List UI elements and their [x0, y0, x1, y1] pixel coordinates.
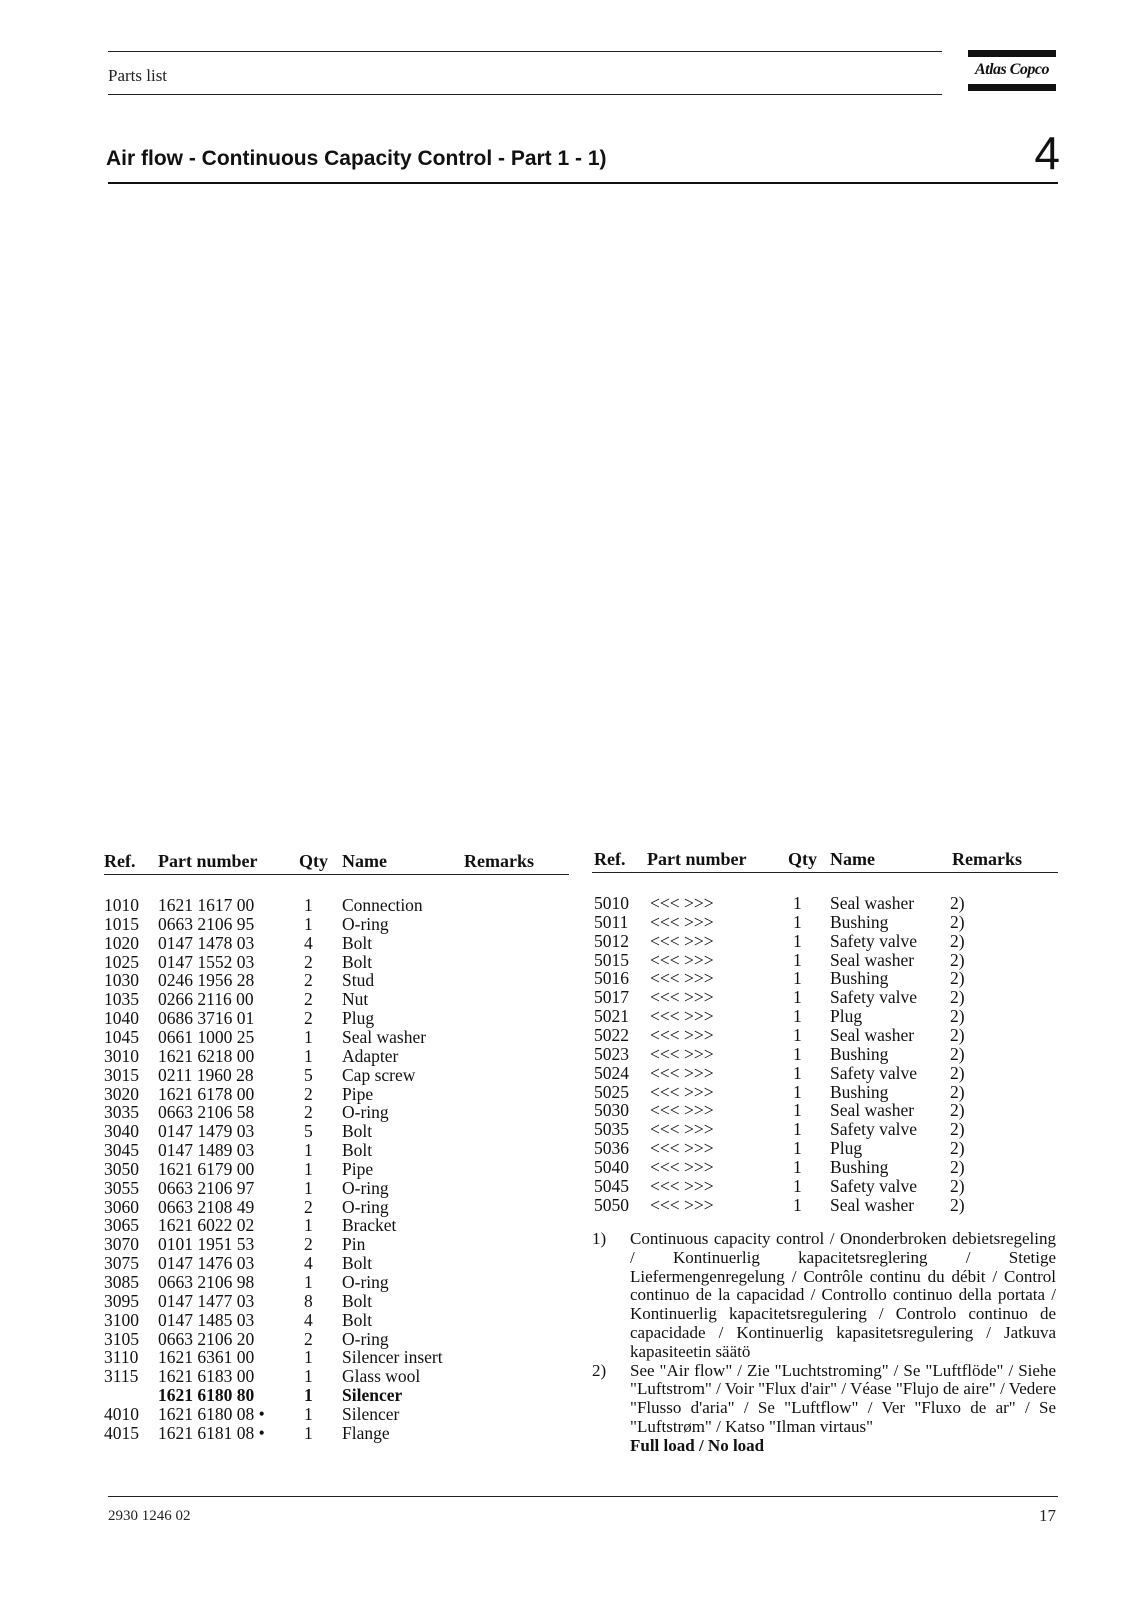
table-row: [104, 1065, 569, 1084]
cell-qty: 2: [304, 1102, 313, 1123]
table-row: [592, 1082, 1058, 1101]
cell-ref: 5017: [594, 987, 629, 1008]
cell-ref: 3015: [104, 1064, 139, 1085]
footnote-2-text: See "Air flow" / Zie "Luchtstroming" / Se "Luftflöde" / Siehe "Luftstrom" / Voir "Flux d'air" / Véase "Flujo de aire" / Vedere "Flusso d'aria" / Se "Luftflow" / Ver "Fluxo de ar" / Se "Luftstrøm" / Katso "Ilman virtaus": [630, 1360, 1056, 1436]
cell-qty: 1: [793, 1100, 802, 1121]
cell-qty: 2: [304, 1328, 313, 1349]
cell-name: Bolt: [342, 1309, 373, 1330]
cell-remarks: 2): [950, 1138, 965, 1159]
cell-part: <<< >>>: [650, 949, 714, 970]
cell-qty: 1: [793, 1006, 802, 1027]
table-row: [104, 895, 569, 914]
table-row: [104, 1253, 569, 1272]
cell-qty: 2: [304, 1234, 313, 1255]
table-row: [104, 1178, 569, 1197]
logo-bottom-bar: [968, 84, 1056, 91]
cell-qty: 1: [793, 949, 802, 970]
cell-part: <<< >>>: [650, 1119, 714, 1140]
cell-ref: 3085: [104, 1272, 139, 1292]
cell-ref: 4015: [104, 1422, 139, 1443]
table-row: [104, 1159, 569, 1178]
column-header-remarks: Remarks: [464, 851, 534, 871]
cell-qty: 1: [304, 1422, 313, 1443]
cell-name: Nut: [342, 989, 369, 1010]
cell-ref: 1015: [104, 913, 139, 934]
cell-ref: 3065: [104, 1215, 139, 1236]
table-row: [104, 1102, 569, 1121]
cell-ref: 1010: [104, 895, 139, 915]
cell-part: <<< >>>: [650, 1138, 714, 1159]
footnote-1: [592, 1230, 1056, 1362]
footnote-2-emphasis: Full load / No load: [630, 1435, 765, 1455]
cell-name: O-ring: [342, 913, 389, 934]
cell-remarks: 2): [950, 930, 965, 951]
table-row: [592, 950, 1058, 969]
cell-part: 0147 1479 03: [158, 1121, 255, 1142]
table-row: [104, 1310, 569, 1329]
chapter-number: 4: [1034, 127, 1060, 179]
cell-remarks: 2): [950, 1062, 965, 1083]
cell-ref: 3060: [104, 1196, 139, 1217]
table-row: [592, 1063, 1058, 1082]
cell-name: O-ring: [342, 1196, 389, 1217]
cell-name: Adapter: [342, 1045, 399, 1066]
cell-ref: 1045: [104, 1026, 139, 1047]
cell-qty: 2: [304, 989, 313, 1010]
cell-name: Safety valve: [830, 1119, 917, 1140]
document-number: 2930 1246 02: [108, 1508, 191, 1524]
cell-part: <<< >>>: [650, 1043, 714, 1064]
cell-part: 0101 1951 53: [158, 1234, 255, 1255]
cell-part: 1621 6180 80: [158, 1385, 255, 1406]
cell-ref: 3075: [104, 1253, 139, 1274]
cell-ref: 3010: [104, 1045, 139, 1066]
cell-part: 0663 2108 49: [158, 1196, 255, 1217]
cell-ref: 3100: [104, 1309, 139, 1330]
cell-remarks: 2): [950, 911, 965, 932]
cell-name: O-ring: [342, 1328, 389, 1349]
cell-part: 1621 6022 02: [158, 1215, 255, 1236]
cell-qty: 1: [793, 1024, 802, 1045]
cell-qty: 1: [793, 930, 802, 951]
cell-name: Plug: [830, 1006, 863, 1027]
cell-ref: 1025: [104, 951, 139, 972]
cell-remarks: 2): [950, 1024, 965, 1045]
cell-remarks: 2): [950, 1175, 965, 1196]
cell-qty: 1: [304, 1272, 313, 1292]
table-row: [592, 1025, 1058, 1044]
table-row: [104, 1027, 569, 1046]
cell-name: Seal washer: [830, 893, 915, 913]
parts-table-left: [104, 851, 569, 1451]
table-row: [592, 1195, 1058, 1214]
table-row: [592, 1138, 1058, 1157]
cell-part: <<< >>>: [650, 1062, 714, 1083]
cell-remarks: 2): [950, 1119, 965, 1140]
column-header-remarks: Remarks: [952, 849, 1022, 869]
cell-name: Bushing: [830, 1043, 889, 1064]
cell-qty: 1: [304, 1385, 313, 1406]
cell-qty: 1: [793, 1194, 802, 1215]
logo-wordmark: Atlas Copco: [974, 61, 1050, 78]
cell-qty: 1: [793, 968, 802, 989]
cell-ref: 5040: [594, 1156, 629, 1177]
cell-qty: 2: [304, 970, 313, 991]
cell-name: Plug: [342, 1008, 375, 1029]
cell-name: Flange: [342, 1422, 390, 1443]
cell-qty: 1: [304, 1215, 313, 1236]
table-row: [104, 1272, 569, 1291]
column-header-qty: Qty: [788, 849, 817, 869]
cell-name: Plug: [830, 1138, 863, 1159]
cell-part: <<< >>>: [650, 1006, 714, 1027]
cell-part: 1621 6183 00: [158, 1366, 255, 1387]
cell-ref: 3045: [104, 1140, 139, 1161]
page-number: 17: [1039, 1506, 1056, 1525]
table-header-rule: [104, 874, 569, 875]
cell-ref: 1020: [104, 932, 139, 953]
cell-ref: 5022: [594, 1024, 629, 1045]
cell-part: <<< >>>: [650, 893, 714, 913]
cell-remarks: 2): [950, 1006, 965, 1027]
cell-ref: 3055: [104, 1177, 139, 1198]
cell-name: Seal washer: [830, 1194, 915, 1215]
header-top-rule: [108, 51, 942, 52]
cell-ref: 3020: [104, 1083, 139, 1104]
table-row: [104, 1197, 569, 1216]
cell-part: 0663 2106 95: [158, 913, 255, 934]
footnote-2-number: 2): [592, 1360, 607, 1380]
footnote-2: [592, 1362, 1056, 1437]
cell-ref: 5050: [594, 1194, 629, 1215]
table-row: [104, 1008, 569, 1027]
cell-part: <<< >>>: [650, 1194, 714, 1215]
cell-part: 0663 2106 98: [158, 1272, 255, 1292]
cell-part: <<< >>>: [650, 987, 714, 1008]
cell-qty: 1: [793, 1175, 802, 1196]
logo-top-bar: [968, 50, 1056, 57]
cell-ref: 3070: [104, 1234, 139, 1255]
cell-ref: 5045: [594, 1175, 629, 1196]
cell-part: 1621 6179 00: [158, 1158, 255, 1179]
cell-qty: 1: [304, 1158, 313, 1179]
cell-ref: 5030: [594, 1100, 629, 1121]
table-row: [104, 1291, 569, 1310]
cell-part: 1621 1617 00: [158, 895, 255, 915]
cell-part: <<< >>>: [650, 968, 714, 989]
cell-name: Bolt: [342, 1290, 373, 1311]
cell-ref: 4010: [104, 1403, 139, 1424]
table-row: [592, 893, 1058, 912]
table-row: [104, 952, 569, 971]
cell-part: 0147 1476 03: [158, 1253, 255, 1274]
cell-part: 1621 6361 00: [158, 1347, 255, 1368]
cell-part: 0266 2116 00: [158, 989, 254, 1010]
cell-name: Seal washer: [342, 1026, 427, 1047]
cell-part: 0663 2106 58: [158, 1102, 255, 1123]
cell-name: Bushing: [830, 968, 889, 989]
page-title: Air flow - Continuous Capacity Control - Part 1 - 1): [106, 147, 607, 170]
cell-qty: 1: [793, 987, 802, 1008]
cell-name: Bolt: [342, 1253, 373, 1274]
footnote-1-number: 1): [592, 1229, 607, 1248]
cell-qty: 1: [793, 1156, 802, 1177]
cell-ref: 5016: [594, 968, 629, 989]
cell-ref: 3115: [104, 1366, 139, 1387]
cell-name: Bolt: [342, 1121, 373, 1142]
header-bottom-rule: [108, 94, 942, 95]
cell-qty: 2: [304, 951, 313, 972]
table-row: [592, 1006, 1058, 1025]
cell-ref: 5025: [594, 1081, 629, 1102]
cell-name: Bolt: [342, 932, 373, 953]
column-header-qty: Qty: [299, 851, 328, 871]
cell-part: <<< >>>: [650, 911, 714, 932]
cell-ref: 3095: [104, 1290, 139, 1311]
cell-ref: 5010: [594, 893, 629, 913]
cell-name: Cap screw: [342, 1064, 416, 1085]
cell-name: Silencer: [342, 1385, 403, 1406]
footnotes: [592, 1230, 1056, 1456]
cell-remarks: 2): [950, 1100, 965, 1121]
cell-name: Seal washer: [830, 1100, 915, 1121]
cell-ref: 5015: [594, 949, 629, 970]
atlas-copco-logo: [968, 50, 1056, 92]
cell-part: <<< >>>: [650, 1024, 714, 1045]
cell-name: Bushing: [830, 1156, 889, 1177]
table-header: [104, 851, 569, 870]
cell-qty: 2: [304, 1196, 313, 1217]
table-row: [592, 968, 1058, 987]
cell-part: 0663 2106 20: [158, 1328, 255, 1349]
cell-name: O-ring: [342, 1272, 389, 1292]
cell-part: 0147 1478 03: [158, 932, 255, 953]
cell-name: Bracket: [342, 1215, 397, 1236]
cell-ref: 5036: [594, 1138, 629, 1159]
cell-ref: 3040: [104, 1121, 139, 1142]
table-row: [592, 987, 1058, 1006]
cell-name: Safety valve: [830, 930, 917, 951]
cell-qty: 1: [304, 1347, 313, 1368]
cell-name: O-ring: [342, 1102, 389, 1123]
cell-name: Pin: [342, 1234, 366, 1255]
cell-qty: 2: [304, 1008, 313, 1029]
column-header-part-number: Part number: [647, 849, 747, 869]
column-header-ref: Ref.: [594, 849, 626, 869]
cell-qty: 1: [793, 1138, 802, 1159]
cell-name: Pipe: [342, 1158, 374, 1179]
table-row: [592, 1176, 1058, 1195]
cell-ref: 3035: [104, 1102, 139, 1123]
cell-name: Bushing: [830, 1081, 889, 1102]
table-header: [592, 849, 1058, 868]
cell-part: <<< >>>: [650, 1081, 714, 1102]
table-row: [592, 1044, 1058, 1063]
cell-name: Safety valve: [830, 1062, 917, 1083]
cell-qty: 4: [304, 1253, 313, 1274]
cell-name: Bolt: [342, 951, 373, 972]
table-row: [592, 931, 1058, 950]
cell-ref: 5021: [594, 1006, 629, 1027]
cell-qty: 8: [304, 1290, 313, 1311]
table-row: [104, 933, 569, 952]
table-row: [104, 970, 569, 989]
cell-qty: 1: [793, 1043, 802, 1064]
cell-qty: 1: [793, 893, 802, 913]
cell-part: <<< >>>: [650, 1156, 714, 1177]
table-row: [592, 912, 1058, 931]
cell-name: Seal washer: [830, 1024, 915, 1045]
cell-remarks: 2): [950, 987, 965, 1008]
cell-qty: 1: [793, 1119, 802, 1140]
column-header-ref: Ref.: [104, 851, 136, 871]
table-row: [104, 1366, 569, 1385]
table-row: [104, 989, 569, 1008]
cell-ref: 5035: [594, 1119, 629, 1140]
table-row: [104, 1046, 569, 1065]
cell-qty: 4: [304, 1309, 313, 1330]
table-row: [104, 1329, 569, 1348]
cell-name: Silencer: [342, 1403, 400, 1424]
cell-qty: 1: [304, 1140, 313, 1161]
table-row: [104, 1140, 569, 1159]
table-row: [104, 1121, 569, 1140]
cell-qty: 5: [304, 1121, 313, 1142]
cell-name: Connection: [342, 895, 423, 915]
cell-part: 0147 1489 03: [158, 1140, 255, 1161]
cell-name: Pipe: [342, 1083, 374, 1104]
section-label: Parts list: [108, 66, 168, 85]
table-row: [104, 1404, 569, 1423]
cell-part: <<< >>>: [650, 1175, 714, 1196]
cell-remarks: 2): [950, 1156, 965, 1177]
cell-part: 0246 1956 28: [158, 970, 255, 991]
footnote-1-text: Continuous capacity control / Ononderbroken debietsregeling / Kontinuerlig kapacitetsreglering / Stetige Liefermengenregelung / Contrôle continu du débit / Control continuo de la capacidad / Controllo continuo della portata / Kontinuerlig kapacitetsregulering / Controlo continuo de capacidade / Kontinuerlig kapasitetsregulering / Jatkuva kapasiteetin säätö: [630, 1229, 1056, 1361]
cell-ref: 3050: [104, 1158, 139, 1179]
table-row: [104, 1215, 569, 1234]
table-row: [104, 1423, 569, 1442]
cell-ref: 5024: [594, 1062, 629, 1083]
column-header-part-number: Part number: [158, 851, 258, 871]
cell-name: Stud: [342, 970, 375, 991]
table-row: [592, 1119, 1058, 1138]
cell-remarks: 2): [950, 1194, 965, 1215]
column-header-name: Name: [830, 849, 875, 869]
table-row: [592, 1157, 1058, 1176]
table-row: [104, 1347, 569, 1366]
table-row: [104, 1084, 569, 1103]
cell-remarks: 2): [950, 949, 965, 970]
table-row: [104, 1234, 569, 1253]
cell-remarks: 2): [950, 1081, 965, 1102]
cell-ref: 5023: [594, 1043, 629, 1064]
cell-qty: 1: [304, 1177, 313, 1198]
cell-name: Silencer insert: [342, 1347, 443, 1368]
cell-name: Glass wool: [342, 1366, 421, 1387]
cell-name: Bushing: [830, 911, 889, 932]
table-row: [592, 1100, 1058, 1119]
cell-name: Seal washer: [830, 949, 915, 970]
cell-part: 0147 1477 03: [158, 1290, 255, 1311]
cell-qty: 1: [793, 1062, 802, 1083]
cell-part: 0147 1552 03: [158, 951, 255, 972]
table-header-rule: [592, 872, 1058, 873]
cell-qty: 4: [304, 932, 313, 953]
cell-part: 0211 1960 28: [158, 1064, 254, 1085]
cell-part: 1621 6180 08 •: [158, 1403, 265, 1424]
table-row: [104, 1385, 569, 1404]
table-row: [104, 914, 569, 933]
title-rule: [108, 182, 1058, 184]
cell-qty: 1: [793, 911, 802, 932]
cell-ref: 3105: [104, 1328, 139, 1349]
cell-qty: 1: [304, 1045, 313, 1066]
cell-remarks: 2): [950, 968, 965, 989]
cell-part: 0686 3716 01: [158, 1008, 255, 1029]
cell-qty: 5: [304, 1064, 313, 1085]
cell-ref: 1040: [104, 1008, 139, 1029]
cell-part: <<< >>>: [650, 1100, 714, 1121]
cell-qty: 2: [304, 1083, 313, 1104]
cell-qty: 1: [304, 1026, 313, 1047]
cell-name: Bolt: [342, 1140, 373, 1161]
cell-name: O-ring: [342, 1177, 389, 1198]
cell-ref: 3110: [104, 1347, 139, 1368]
cell-qty: 1: [304, 1366, 313, 1387]
cell-part: 1621 6218 00: [158, 1045, 255, 1066]
cell-name: Safety valve: [830, 987, 917, 1008]
column-header-name: Name: [342, 851, 387, 871]
cell-part: <<< >>>: [650, 930, 714, 951]
cell-remarks: 2): [950, 893, 965, 913]
cell-qty: 1: [793, 1081, 802, 1102]
cell-part: 0663 2106 97: [158, 1177, 255, 1198]
cell-part: 0661 1000 25: [158, 1026, 255, 1047]
cell-qty: 1: [304, 895, 313, 915]
cell-name: Safety valve: [830, 1175, 917, 1196]
footer-rule: [108, 1496, 1058, 1497]
cell-part: 1621 6181 08 •: [158, 1422, 265, 1443]
cell-qty: 1: [304, 1403, 313, 1424]
parts-table-right: [592, 849, 1058, 1219]
cell-ref: 1030: [104, 970, 139, 991]
cell-ref: 1035: [104, 989, 139, 1010]
cell-ref: 5011: [594, 911, 629, 932]
cell-qty: 1: [304, 913, 313, 934]
cell-part: 1621 6178 00: [158, 1083, 255, 1104]
cell-remarks: 2): [950, 1043, 965, 1064]
cell-part: 0147 1485 03: [158, 1309, 255, 1330]
cell-ref: 5012: [594, 930, 629, 951]
